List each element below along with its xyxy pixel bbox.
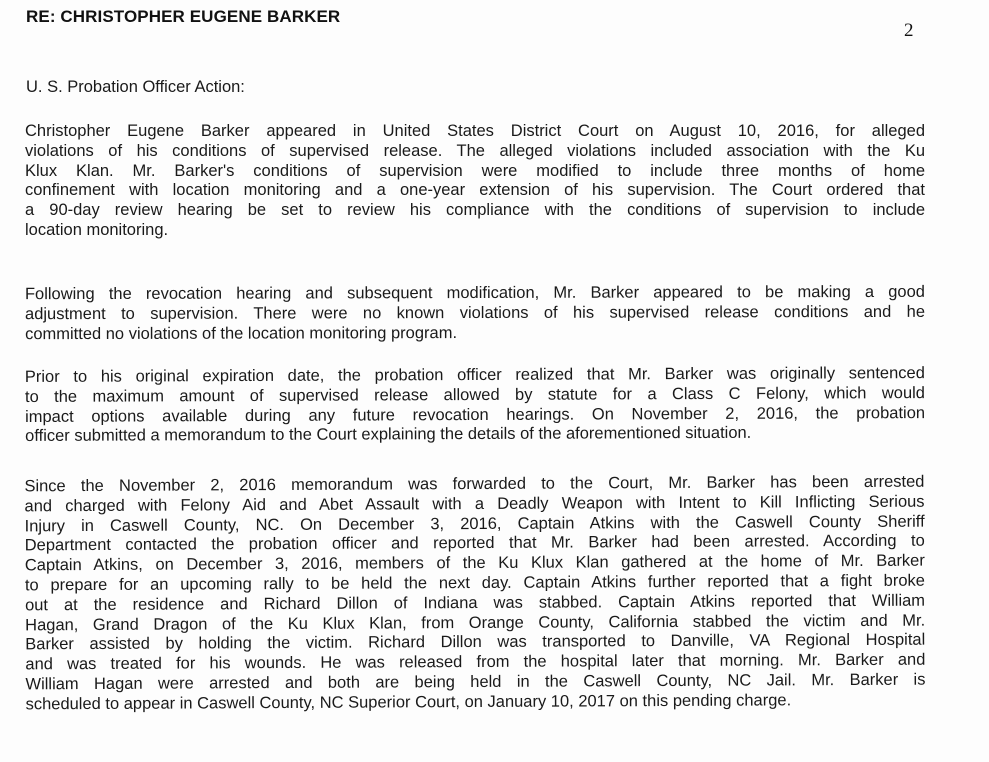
paragraph-line: Prior to his original expiration date, the probation officer realized that Mr. Barker was originally sentenced	[24, 364, 925, 386]
paragraph-4	[24, 473, 925, 715]
paragraph-line: a 90-day review hearing be set to review his compliance with the conditions of supervision to include	[25, 201, 925, 220]
paragraph-line: violations of his conditions of supervised release. The alleged violations included association with the Ku	[25, 141, 925, 160]
paragraph-line: Injury in Caswell County, NC. On December 3, 2016, Captain Atkins with the Caswell County Sheriff	[24, 512, 925, 535]
section-label: U. S. Probation Officer Action:	[26, 78, 245, 96]
paragraph-1	[25, 122, 925, 241]
paragraph-line: Hagan, Grand Dragon of the Ku Klux Klan, from Orange County, California stabbed the victim and Mr.	[25, 611, 926, 634]
paragraph-line: to prepare for an upcoming rally to be held the next day. Captain Atkins further reported that a fight broke	[24, 571, 925, 595]
paragraph-line: and charged with Felony Aid and Abet Assault with a Deadly Weapon with Intent to Kill Inflicting Serious	[24, 492, 925, 516]
paragraph-2	[25, 283, 925, 345]
paragraph-line: Barker assisted by holding the victim. Richard Dillon was transported to Danville, VA Regional Hospital	[25, 631, 926, 654]
paragraph-line: Following the revocation hearing and subsequent modification, Mr. Barker appeared to be making a good	[24, 282, 925, 304]
paragraph-line: Since the November 2, 2016 memorandum was forwarded to the Court, Mr. Barker has been arrested	[24, 472, 925, 496]
paragraph-line: Department contacted the probation officer and reported that Mr. Barker had been arrested. According to	[24, 532, 925, 555]
paragraph-line: to the maximum amount of supervised release allowed by statute for a Class C Felony, which would	[24, 383, 925, 406]
paragraph-line: impact options available during any future revocation hearings. On November 2, 2016, the probation	[25, 403, 926, 426]
paragraph-line: and was treated for his wounds. He was released from the hospital later that morning. Mr. Barker and	[25, 650, 926, 674]
paragraph-line: confinement with location monitoring and a one-year extension of his supervision. The Court ordered that	[25, 181, 925, 200]
paragraph-line: William Hagan were arrested and both are being held in the Caswell County, NC Jail. Mr. Barker is	[25, 670, 926, 694]
paragraph-line: out at the residence and Richard Dillon of Indiana was stabbed. Captain Atkins reported that William	[25, 591, 926, 615]
paragraph-line: Christopher Eugene Barker appeared in United States District Court on August 10, 2016, for alleged	[25, 122, 925, 140]
paragraph-line: officer submitted a memorandum to the Court explaining the details of the aforementioned situation.	[25, 424, 752, 446]
document-heading: RE: CHRISTOPHER EUGENE BARKER	[26, 7, 341, 26]
paragraph-line: Klux Klan. Mr. Barker's conditions of supervision were modified to include three months of home	[25, 161, 925, 180]
paragraph-3	[25, 364, 925, 447]
paragraph-line: committed no violations of the location monitoring program.	[25, 323, 458, 343]
paragraph-line: location monitoring.	[25, 220, 169, 239]
paragraph-line: Captain Atkins, on December 3, 2016, members of the Ku Klux Klan gathered at the home of Mr. Barker	[24, 551, 925, 575]
paragraph-line: adjustment to supervision. There were no known violations of his supervised release conditions and he	[24, 302, 926, 323]
page-number: 2	[904, 20, 914, 41]
paragraph-line: scheduled to appear in Caswell County, NC Superior Court, on January 10, 2017 on this pending charge.	[25, 691, 792, 714]
